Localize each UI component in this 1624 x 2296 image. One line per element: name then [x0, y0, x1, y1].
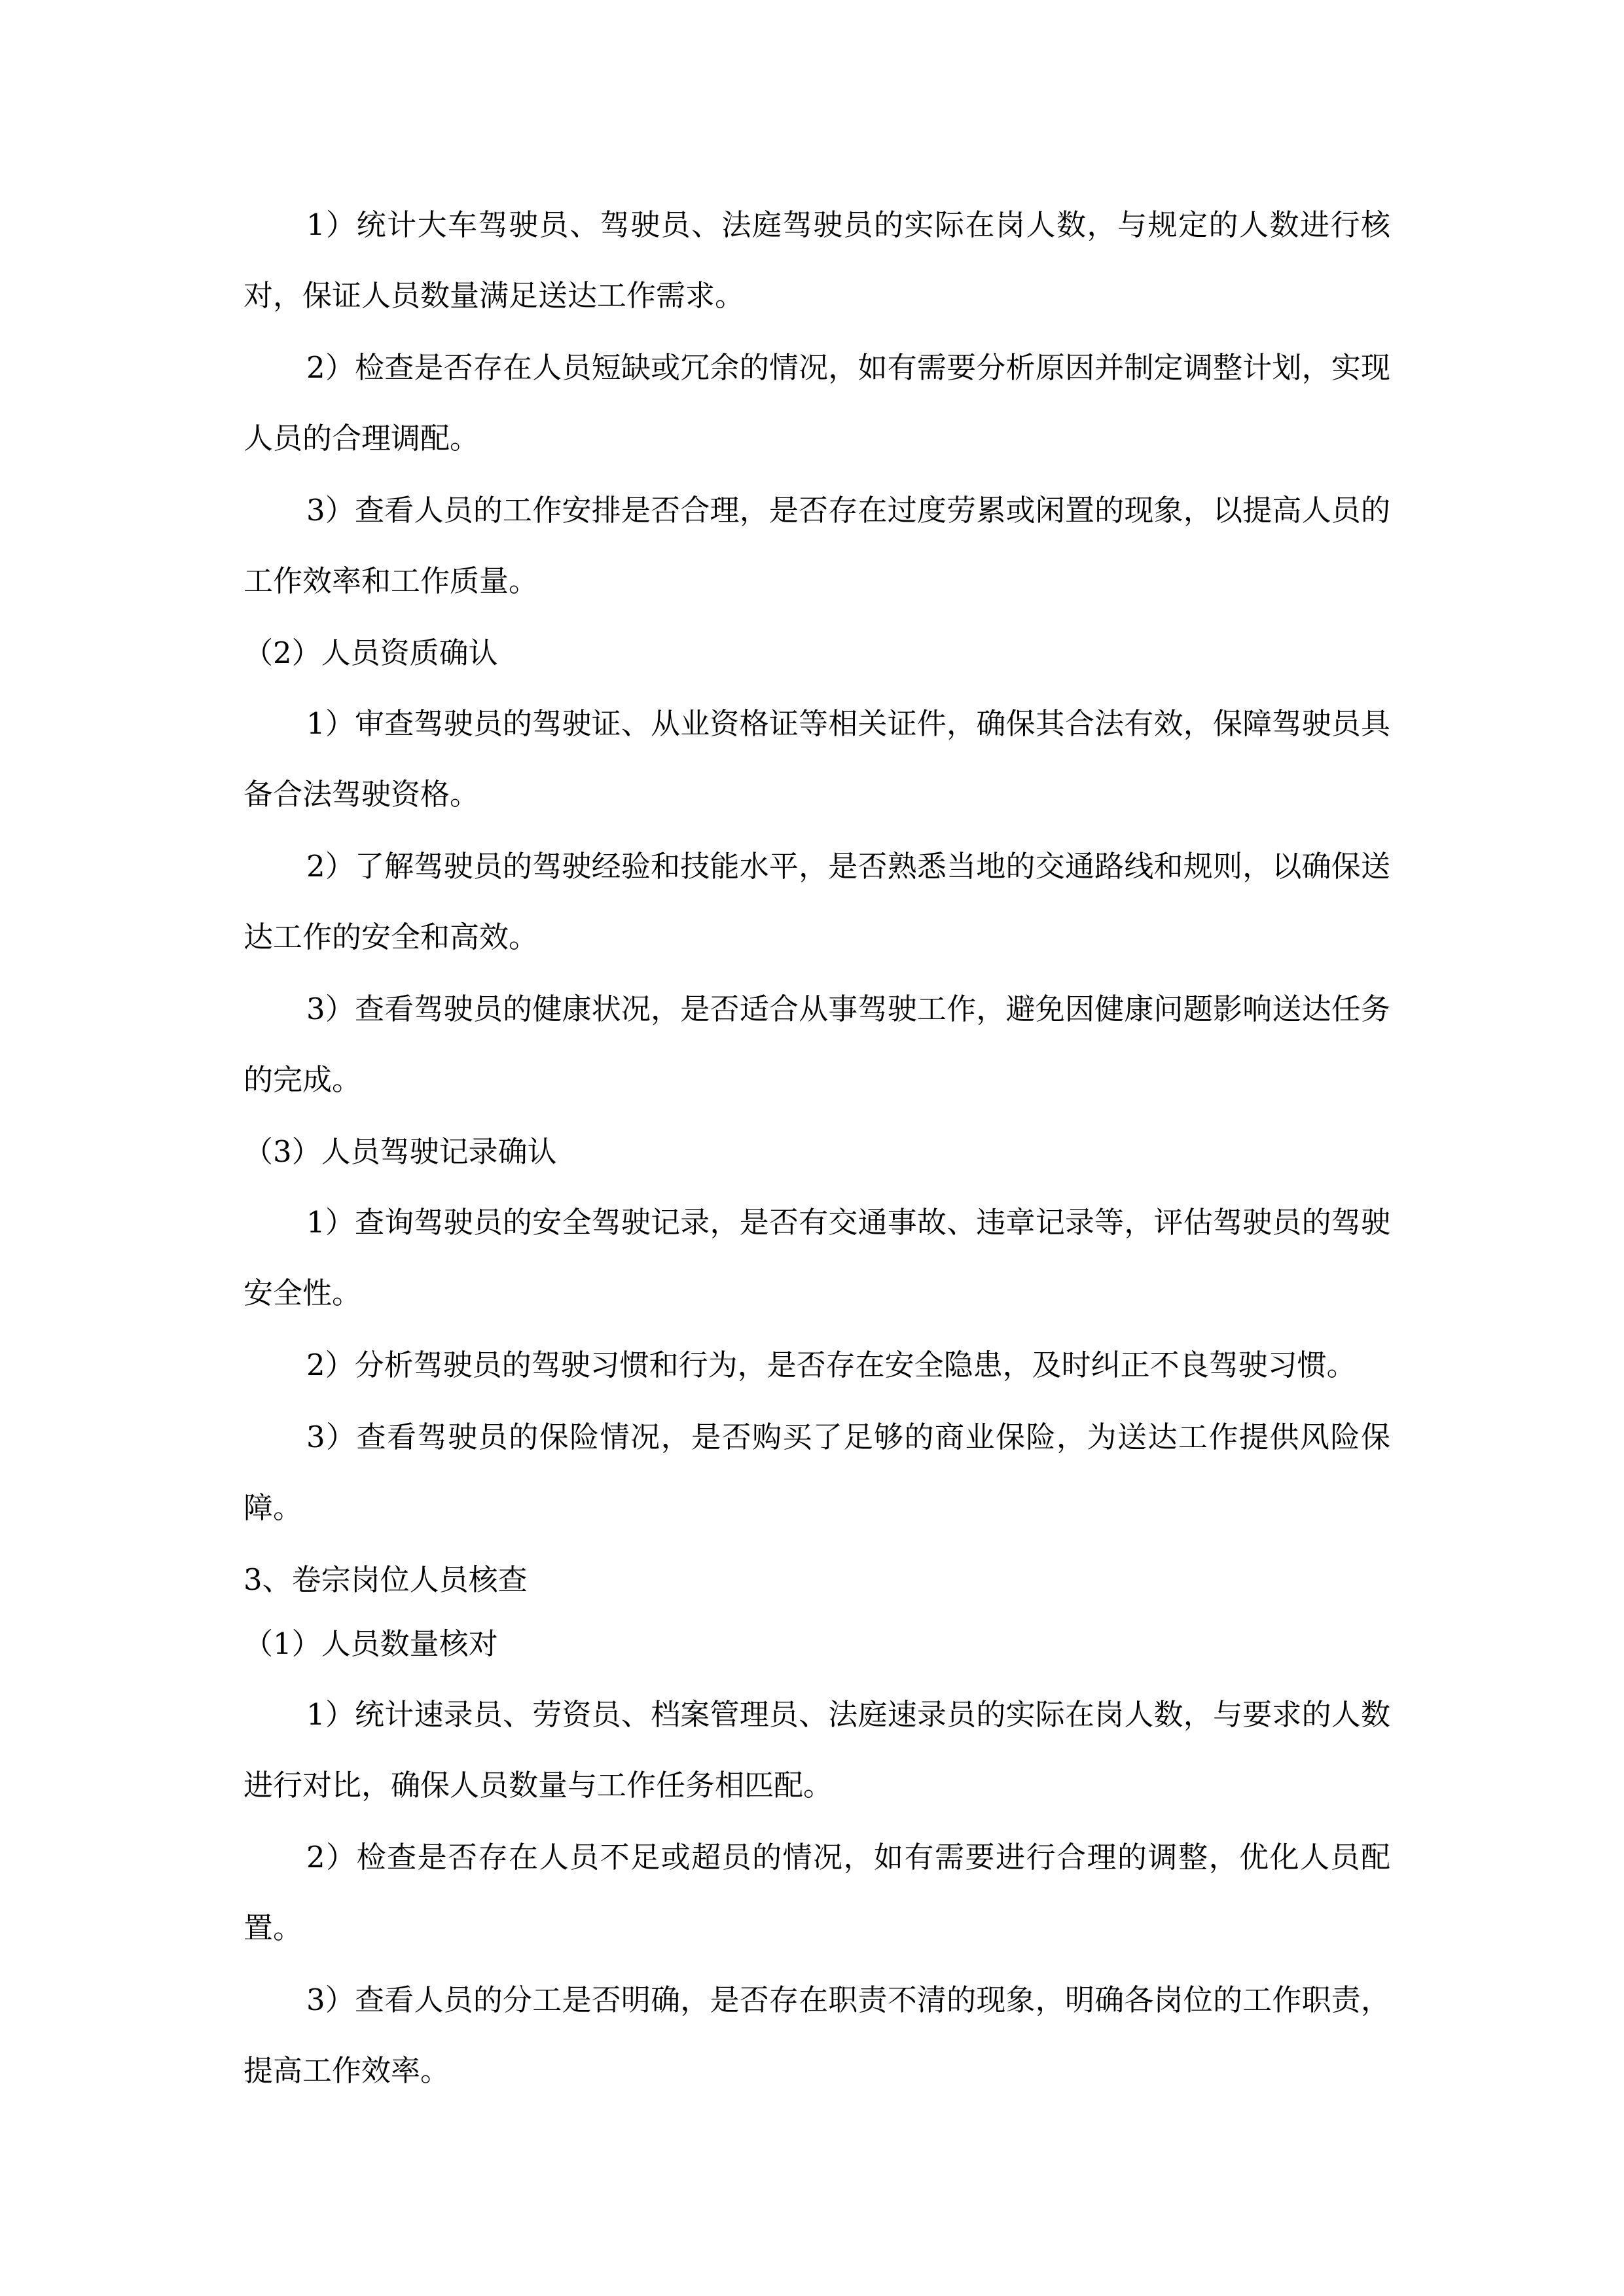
paragraph-work-arrangement: 3）查看人员的工作安排是否合理，是否存在过度劳累或闲置的现象，以提高人员的工作效率和工作质量。 [244, 493, 1390, 598]
paragraph-safety-record: 1）查询驾驶员的安全驾驶记录，是否有交通事故、违章记录等，评估驾驶员的驾驶安全性。 [244, 1205, 1390, 1310]
paragraph-insurance: 3）查看驾驶员的保险情况，是否购买了足够的商业保险，为送达工作提供风险保障。 [244, 1420, 1390, 1525]
paragraph-driver-count-check: 1）统计大车驾驶员、驾驶员、法庭驾驶员的实际在岗人数，与规定的人数进行核对，保证人员数量满足送达工作需求。 [244, 207, 1390, 313]
paragraph-staff-shortage: 2）检查是否存在人员不足或超员的情况，如有需要进行合理的调整，优化人员配置。 [244, 1840, 1390, 1945]
paragraph-license-review: 1）审查驾驶员的驾驶证、从业资格证等相关证件，确保其合法有效，保障驾驶员具备合法驾驶资格。 [244, 706, 1390, 812]
heading-staff-count-check: （1）人员数量核对 [244, 1626, 498, 1661]
heading-qualification-confirm: （2）人员资质确认 [244, 636, 498, 670]
paragraph-driving-experience: 2）了解驾驶员的驾驶经验和技能水平，是否熟悉当地的交通路线和规则，以确保送达工作的安全和高效。 [244, 849, 1390, 954]
paragraph-stenographer-count: 1）统计速录员、劳资员、档案管理员、法庭速录员的实际在岗人数，与要求的人数进行对比，确保人员数量与工作任务相匹配。 [244, 1697, 1390, 1803]
paragraph-division-of-labor: 3）查看人员的分工是否明确，是否存在职责不清的现象，明确各岗位的工作职责，提高工作效率。 [244, 1982, 1390, 2088]
paragraph-health-status: 3）查看驾驶员的健康状况，是否适合从事驾驶工作，避免因健康问题影响送达任务的完成。 [244, 992, 1390, 1097]
paragraph-shortage-redundancy: 2）检查是否存在人员短缺或冗余的情况，如有需要分析原因并制定调整计划，实现人员的合理调配。 [244, 350, 1390, 456]
paragraph-driving-habits: 2）分析驾驶员的驾驶习惯和行为，是否存在安全隐患，及时纠正不良驾驶习惯。 [306, 1348, 1356, 1382]
heading-file-staff-check: 3、卷宗岗位人员核查 [244, 1562, 528, 1597]
heading-driving-record-confirm: （3）人员驾驶记录确认 [244, 1134, 557, 1169]
document-body [244, 190, 1390, 2108]
